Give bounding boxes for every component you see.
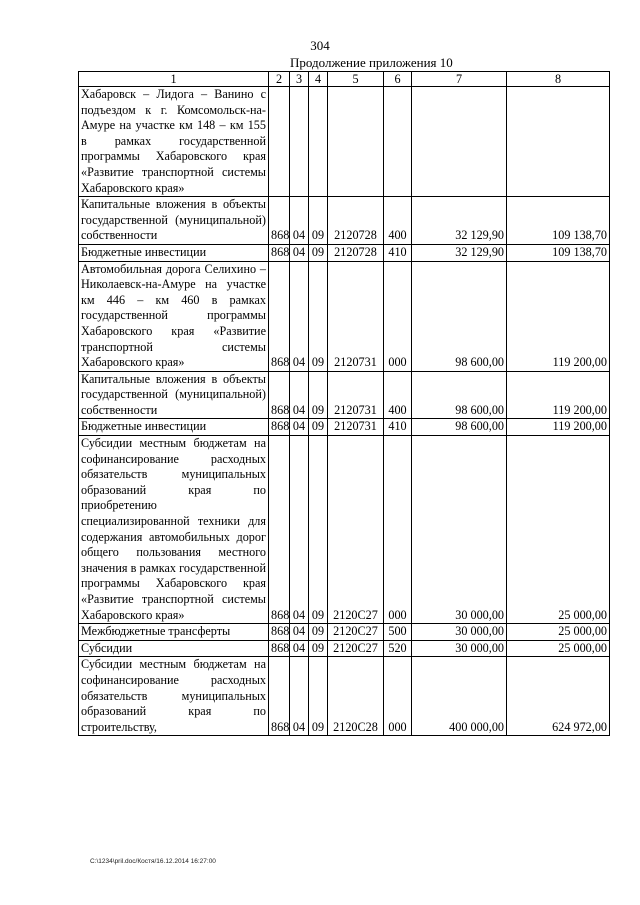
cell-sum-2015: 30 000,00 — [412, 640, 507, 657]
table-row — [79, 244, 610, 261]
cell-subsection: 09 — [309, 657, 328, 736]
cell-sum-2016: 624 972,00 — [507, 657, 610, 736]
page-number: 304 — [310, 38, 330, 53]
header-cell: 2 — [269, 72, 290, 87]
cell-sum-2015: 98 600,00 — [412, 261, 507, 371]
cell-subsection: 09 — [309, 244, 328, 261]
cell-target: 2120731 — [328, 419, 384, 436]
cell-admin: 868 — [269, 197, 290, 245]
header-cell: 7 — [412, 72, 507, 87]
cell-target: 2120С28 — [328, 657, 384, 736]
cell-target: 2120731 — [328, 371, 384, 419]
cell-target: 2120С27 — [328, 624, 384, 641]
row-name: Капитальные вложения в объекты государственной (муниципальной) собственности — [79, 197, 269, 245]
cell-sum-2016: 119 200,00 — [507, 261, 610, 371]
table-row — [79, 640, 610, 657]
budget-table — [78, 71, 610, 736]
cell-subsection: 09 — [309, 640, 328, 657]
cell-section — [290, 87, 309, 197]
table-row — [79, 261, 610, 371]
cell-sum-2016: 109 138,70 — [507, 244, 610, 261]
header-cell: 6 — [384, 72, 412, 87]
cell-sum-2015: 98 600,00 — [412, 419, 507, 436]
cell-type: 000 — [384, 436, 412, 624]
cell-section: 04 — [290, 371, 309, 419]
cell-admin: 868 — [269, 436, 290, 624]
cell-target: 2120С27 — [328, 640, 384, 657]
cell-section: 04 — [290, 419, 309, 436]
cell-sum-2015: 30 000,00 — [412, 624, 507, 641]
cell-sum-2015 — [412, 87, 507, 197]
header-cell: 4 — [309, 72, 328, 87]
table-row — [79, 436, 610, 624]
cell-target — [328, 87, 384, 197]
row-name: Хабаровск – Лидога – Ванино с подъездом к г. Комсомольск-на-Амуре на участке км 148 – км 155 в рамках государственной программы Хабаровского края «Развитие транспортной системы Хабаровского края» — [79, 87, 269, 197]
continuation-title: Продолжение приложения 10 — [290, 55, 453, 70]
cell-section: 04 — [290, 197, 309, 245]
cell-sum-2015: 32 129,90 — [412, 244, 507, 261]
cell-section: 04 — [290, 244, 309, 261]
cell-subsection: 09 — [309, 371, 328, 419]
cell-sum-2015: 400 000,00 — [412, 657, 507, 736]
cell-type: 000 — [384, 261, 412, 371]
row-name: Бюджетные инвестиции — [79, 419, 269, 436]
cell-type: 410 — [384, 244, 412, 261]
cell-admin: 868 — [269, 261, 290, 371]
table-row — [79, 197, 610, 245]
cell-sum-2016: 119 200,00 — [507, 419, 610, 436]
cell-type — [384, 87, 412, 197]
cell-section: 04 — [290, 640, 309, 657]
cell-target: 2120728 — [328, 197, 384, 245]
cell-type: 000 — [384, 657, 412, 736]
cell-sum-2016: 25 000,00 — [507, 640, 610, 657]
cell-section: 04 — [290, 657, 309, 736]
cell-admin: 868 — [269, 419, 290, 436]
row-name: Субсидии — [79, 640, 269, 657]
cell-sum-2015: 32 129,90 — [412, 197, 507, 245]
table-row — [79, 371, 610, 419]
cell-section: 04 — [290, 261, 309, 371]
file-path-footer: C:\1234\pril.doc/Костя/16.12.2014 16:27:00 — [90, 858, 216, 865]
cell-target: 2120728 — [328, 244, 384, 261]
row-name: Бюджетные инвестиции — [79, 244, 269, 261]
cell-section: 04 — [290, 624, 309, 641]
row-name: Межбюджетные трансферты — [79, 624, 269, 641]
row-name: Субсидии местным бюджетам на софинансирование расходных обязательств муниципальных образований края по строительству, — [79, 657, 269, 736]
cell-admin — [269, 87, 290, 197]
table-row — [79, 624, 610, 641]
cell-type: 520 — [384, 640, 412, 657]
table-row — [79, 419, 610, 436]
header-cell: 1 — [79, 72, 269, 87]
cell-sum-2016 — [507, 87, 610, 197]
cell-subsection: 09 — [309, 436, 328, 624]
cell-type: 400 — [384, 197, 412, 245]
cell-subsection: 09 — [309, 261, 328, 371]
cell-type: 500 — [384, 624, 412, 641]
cell-sum-2015: 98 600,00 — [412, 371, 507, 419]
cell-sum-2016: 119 200,00 — [507, 371, 610, 419]
row-name: Капитальные вложения в объекты государственной (муниципальной) собственности — [79, 371, 269, 419]
cell-subsection: 09 — [309, 624, 328, 641]
cell-subsection: 09 — [309, 197, 328, 245]
cell-admin: 868 — [269, 371, 290, 419]
cell-subsection — [309, 87, 328, 197]
header-cell: 8 — [507, 72, 610, 87]
table-row — [79, 87, 610, 197]
table-row — [79, 657, 610, 736]
cell-admin: 868 — [269, 244, 290, 261]
cell-type: 410 — [384, 419, 412, 436]
cell-admin: 868 — [269, 657, 290, 736]
header-cell: 3 — [290, 72, 309, 87]
cell-sum-2016: 25 000,00 — [507, 624, 610, 641]
cell-sum-2016: 25 000,00 — [507, 436, 610, 624]
header-cell: 5 — [328, 72, 384, 87]
row-name: Автомобильная дорога Селихино – Николаевск-на-Амуре на участке км 446 – км 460 в рамках государственной программы Хабаровского края «Развитие транспортной системы Хабаровского края» — [79, 261, 269, 371]
row-name: Субсидии местным бюджетам на софинансирование расходных обязательств муниципальных образований края по приобретению специализированной техники для содержания автомобильных дорог общего пользования местного значения в рамках государственной программы Хабаровского края «Развитие транспортной системы Хабаровского края» — [79, 436, 269, 624]
cell-admin: 868 — [269, 640, 290, 657]
cell-target: 2120С27 — [328, 436, 384, 624]
table-header-row — [79, 72, 610, 87]
cell-target: 2120731 — [328, 261, 384, 371]
cell-admin: 868 — [269, 624, 290, 641]
cell-type: 400 — [384, 371, 412, 419]
cell-subsection: 09 — [309, 419, 328, 436]
cell-section: 04 — [290, 436, 309, 624]
cell-sum-2016: 109 138,70 — [507, 197, 610, 245]
cell-sum-2015: 30 000,00 — [412, 436, 507, 624]
